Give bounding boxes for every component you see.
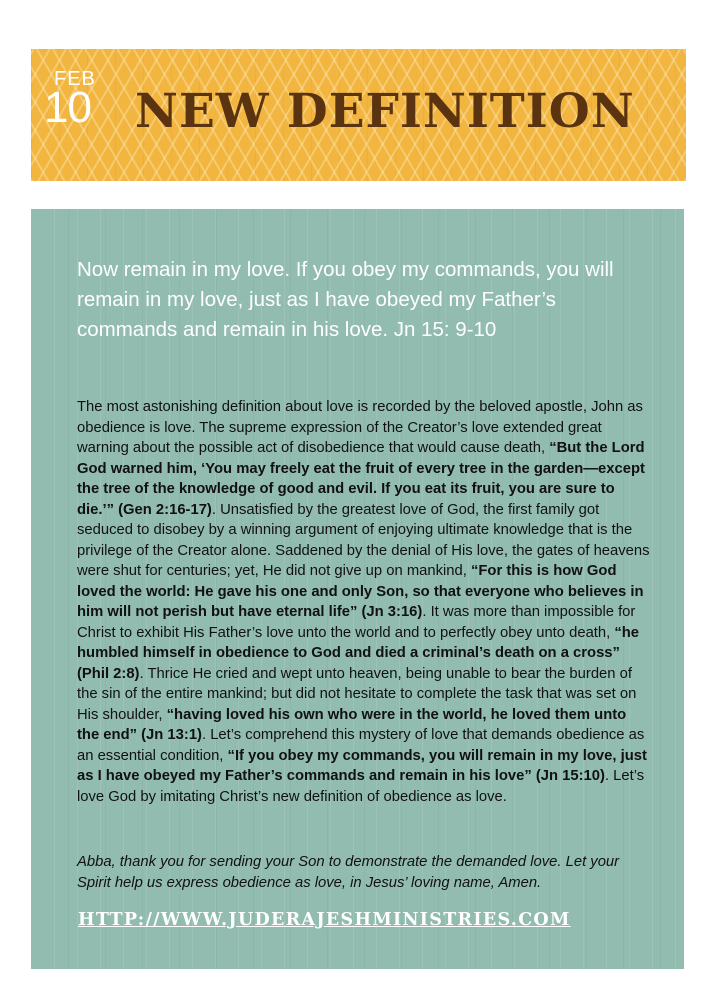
scripture-quote: “he humbled himself in obedience to God and died a criminal’s death on a cross” (Phil 2:8) bbox=[77, 624, 640, 682]
date-month: FEB bbox=[54, 68, 96, 90]
devotion-text: . Let’s comprehend this mystery of love that demands obedience as an essential condition, bbox=[77, 727, 645, 764]
scripture-quote: “For this is how God loved the world: He gave his one and only Son, so that everyone who believes in him will not perish but have eternal life” (Jn 3:16) bbox=[77, 563, 644, 620]
website-link[interactable]: HTTP://WWW.JUDERAJESHMINISTRIES.COM bbox=[78, 910, 571, 930]
scripture-quote: “having loved his own who were in the world, he loved them unto the end” (Jn 13:1) bbox=[77, 706, 627, 743]
devotion-text: . It was more than impossible for Christ to exhibit His Father’s love unto the world and to perfectly obey unto death, bbox=[77, 604, 636, 641]
page-title: NEW DEFINITION bbox=[135, 84, 635, 139]
date-day: 10 bbox=[44, 83, 91, 132]
scripture-quote: “But the Lord God warned him, ‘You may freely eat the fruit of every tree in the garden—except the tree of the knowledge of good and evil. If you eat its fruit, you are sure to die.’” (Gen 2:16-17) bbox=[77, 440, 645, 518]
devotion-text: The most astonishing definition about love is recorded by the beloved apostle, John as obedience is love. The supreme expression of the Creator’s love extended great warning about the possible act of disobedience that would cause death, bbox=[77, 399, 643, 456]
scripture-quote: “If you obey my commands, you will remain in my love, just as I have obeyed my Father’s commands and remain in his love” (Jn 15:10) bbox=[77, 747, 647, 784]
prayer-paragraph: Abba, thank you for sending your Son to demonstrate the demanded love. Let your Spirit help us express obedience as love, in Jesus’ loving name, Amen. bbox=[77, 854, 620, 891]
scripture-verse: Now remain in my love. If you obey my commands, you will remain in my love, just as I have obeyed my Father’s commands and remain in his love. Jn 15: 9-10 bbox=[77, 258, 614, 341]
devotion-paragraph bbox=[77, 397, 652, 807]
devotion-text: . Unsatisfied by the greatest love of God, the first family got seduced to disobey by a winning argument of enjoying ultimate knowledge that is the privilege of the Creator alone. Saddened by the denial of His love, the gates of heavens were shut for centuries; yet, He did not give up on mankind, bbox=[77, 501, 650, 579]
devotion-text: . Thrice He cried and wept unto heaven, being unable to bear the burden of the sin of the entire mankind; but did not hesitate to complete the task that was set on His shoulder, bbox=[77, 665, 637, 723]
devotion-text: . Let’s love God by imitating Christ’s new definition of obedience as love. bbox=[77, 768, 645, 805]
